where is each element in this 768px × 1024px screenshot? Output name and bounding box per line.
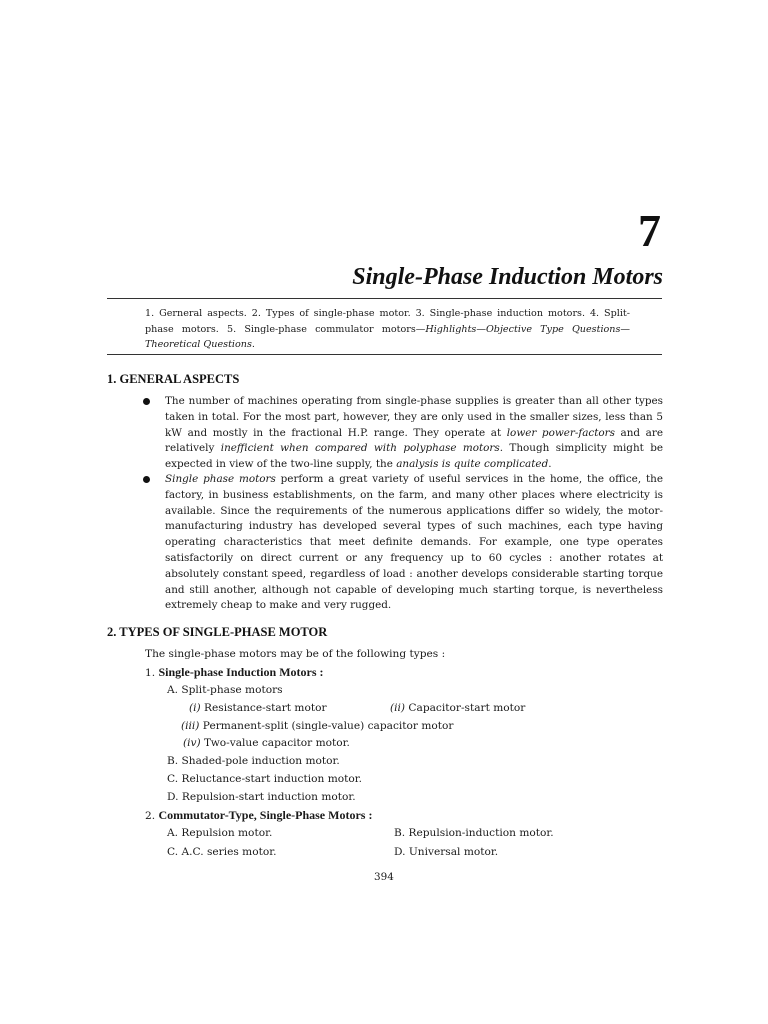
chapter-contents (145, 306, 630, 353)
group1-subitem-i: (i) Resistance-start motor (189, 702, 327, 714)
group2-item-c: C. A.C. series motor. (167, 846, 277, 858)
group1-subitem-iii: (iii) Permanent-split (single-value) capacitor motor (181, 720, 454, 732)
page-number: 394 (374, 871, 394, 883)
types-intro: The single-phase motors may be of the following types : (145, 648, 446, 660)
group1-heading: 1. Single-phase Induction Motors : (145, 665, 324, 679)
group1-item-a: A. Split-phase motors (167, 684, 283, 696)
contents-end: . (251, 339, 255, 350)
bullet-paragraph-1: The number of machines operating from single-phase supplies is greater than all other types taken in total. For the most part, however, they are only used in the smaller sizes, less than 5 kW and mostly in the fractional H.P. range. They operate at lower power-factors and are relatively inefficient when compared with polyphase motors. Though simplicity might be expected in view of the two-line supply, the analysis is quite complicated. (165, 394, 663, 473)
group2-item-b: B. Repulsion-induction motor. (394, 827, 554, 839)
contents-italic: Highlights—Objective Type Questions—Theoretical Questions (145, 323, 630, 350)
bullet-icon (143, 476, 150, 483)
section-heading-types: 2. TYPES OF SINGLE-PHASE MOTOR (107, 625, 328, 639)
group1-item-b: B. Shaded-pole induction motor. (167, 755, 340, 767)
contents-plain: 1. Gerneral aspects. 2. Types of single-phase motor. 3. Single-phase induction motors. 4. Split-phase motors. 5. Single-phase commulator motors— (145, 308, 630, 335)
group1-item-d: D. Repulsion-start induction motor. (167, 791, 356, 803)
group1-item-c: C. Reluctance-start induction motor. (167, 773, 363, 785)
section-heading-general-aspects: 1. GENERAL ASPECTS (107, 372, 240, 386)
bullet-icon (143, 398, 150, 405)
chapter-number: 7 (638, 205, 661, 256)
group2-heading: 2. Commutator-Type, Single-Phase Motors : (145, 808, 373, 822)
group1-subitem-iv: (iv) Two-value capacitor motor. (183, 737, 350, 749)
bullet-paragraph-2: Single phase motors perform a great variety of useful services in the home, the office, the factory, in business establishments, on the farm, and many other places where electricity is available. Since the requirements of the numerous applications differ so widely, the motor-manufacturing industry has developed several types of such machines, each type having operating characteristics that meet definite demands. For example, one type operates satisfactorily on direct current or any frequency up to 60 cycles : another rotates at absolutely constant speed, regardless of load : another develops considerable starting torque and still another, although not capable of developing much starting torque, is nevertheless extremely cheap to make and very rugged. (165, 472, 663, 614)
chapter-title: Single-Phase Induction Motors (352, 264, 663, 290)
contents-bottom-rule (107, 354, 662, 355)
group2-item-d: D. Universal motor. (394, 846, 499, 858)
group2-item-a: A. Repulsion motor. (167, 827, 273, 839)
contents-top-rule (107, 298, 662, 299)
group1-subitem-ii: (ii) Capacitor-start motor (390, 702, 526, 714)
